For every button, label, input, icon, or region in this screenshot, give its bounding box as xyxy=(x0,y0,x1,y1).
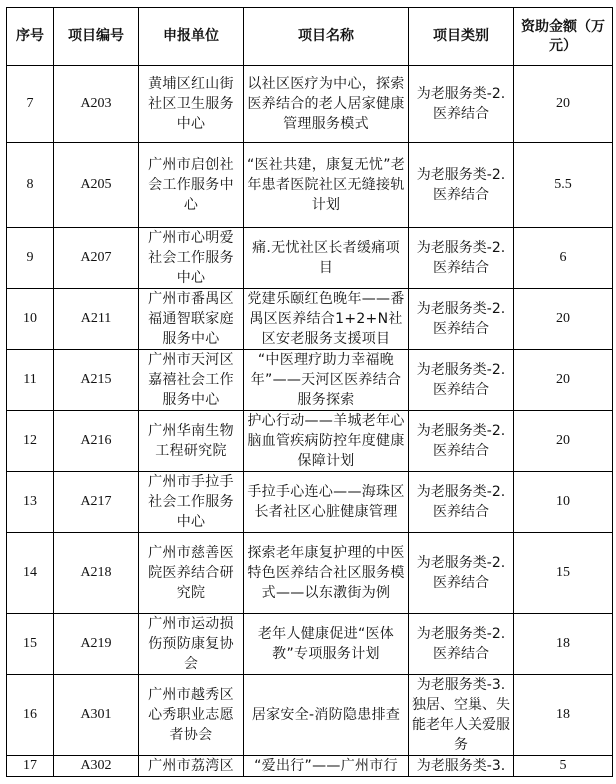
cell-applicant: 广州市天河区嘉禧社会工作服务中心 xyxy=(139,350,244,411)
cell-category: 为老服务类-2.医养结合 xyxy=(409,289,514,350)
cell-index: 7 xyxy=(7,66,54,143)
cell-index: 14 xyxy=(7,533,54,614)
cell-index: 13 xyxy=(7,472,54,533)
cell-applicant: 广州市越秀区心秀职业志愿者协会 xyxy=(139,675,244,756)
cell-applicant: 广州市番禺区福通智联家庭服务中心 xyxy=(139,289,244,350)
cell-code: A219 xyxy=(54,614,139,675)
cell-amount: 20 xyxy=(514,66,613,143)
cell-index: 11 xyxy=(7,350,54,411)
cell-amount: 18 xyxy=(514,614,613,675)
cell-name: 居家安全-消防隐患排查 xyxy=(244,675,409,756)
cell-index: 9 xyxy=(7,228,54,289)
cell-amount: 20 xyxy=(514,289,613,350)
cell-code: A207 xyxy=(54,228,139,289)
cell-index: 10 xyxy=(7,289,54,350)
cell-code: A205 xyxy=(54,143,139,228)
cell-index: 15 xyxy=(7,614,54,675)
table-row xyxy=(7,143,613,228)
header-amount: 资助金额（万元） xyxy=(514,8,613,66)
cell-name: 探索老年康复护理的中医特色医养结合社区服务模式——以东漖街为例 xyxy=(244,533,409,614)
header-applicant: 申报单位 xyxy=(139,8,244,66)
cell-amount: 10 xyxy=(514,472,613,533)
cell-applicant: 广州市手拉手社会工作服务中心 xyxy=(139,472,244,533)
cell-category: 为老服务类-2.医养结合 xyxy=(409,66,514,143)
cell-name: 党建乐颐红色晚年——番禺区医养结合1+2+N社区安老服务支援项目 xyxy=(244,289,409,350)
funding-table xyxy=(6,7,613,777)
cell-category: 为老服务类-3.独居、空巢、失能老年人关爱服务 xyxy=(409,675,514,756)
cell-category: 为老服务类-2.医养结合 xyxy=(409,411,514,472)
cell-applicant: 黄埔区红山街社区卫生服务中心 xyxy=(139,66,244,143)
cell-category: 为老服务类-2.医养结合 xyxy=(409,228,514,289)
cell-applicant: 广州市慈善医院医养结合研究院 xyxy=(139,533,244,614)
cell-index: 8 xyxy=(7,143,54,228)
cell-applicant: 广州市荔湾区 xyxy=(139,756,244,777)
cell-category: 为老服务类-3. xyxy=(409,756,514,777)
cell-applicant: 广州市运动损伤预防康复协会 xyxy=(139,614,244,675)
cell-index: 12 xyxy=(7,411,54,472)
cell-category: 为老服务类-2.医养结合 xyxy=(409,472,514,533)
header-index: 序号 xyxy=(7,8,54,66)
cell-amount: 18 xyxy=(514,675,613,756)
cell-amount: 15 xyxy=(514,533,613,614)
cell-amount: 20 xyxy=(514,411,613,472)
cell-name: 以社区医疗为中心，探索医养结合的老人居家健康管理服务模式 xyxy=(244,66,409,143)
cell-name: 护心行动——羊城老年心脑血管疾病防控年度健康保障计划 xyxy=(244,411,409,472)
table-row xyxy=(7,756,613,777)
cell-name: “爱出行”——广州市行 xyxy=(244,756,409,777)
table-row xyxy=(7,675,613,756)
cell-code: A302 xyxy=(54,756,139,777)
cell-index: 17 xyxy=(7,756,54,777)
cell-applicant: 广州市心明爱社会工作服务中心 xyxy=(139,228,244,289)
table-row xyxy=(7,350,613,411)
cell-category: 为老服务类-2.医养结合 xyxy=(409,143,514,228)
cell-amount: 6 xyxy=(514,228,613,289)
cell-category: 为老服务类-2.医养结合 xyxy=(409,533,514,614)
table-row xyxy=(7,472,613,533)
cell-name: 老年人健康促进“医体教”专项服务计划 xyxy=(244,614,409,675)
cell-category: 为老服务类-2.医养结合 xyxy=(409,614,514,675)
cell-name: “医社共建，康复无忧”老年患者医院社区无缝接轨计划 xyxy=(244,143,409,228)
cell-name: 痛.无忧社区长者缓痛项目 xyxy=(244,228,409,289)
cell-name: “中医理疗助力幸福晚年”——天河区医养结合服务探索 xyxy=(244,350,409,411)
header-code: 项目编号 xyxy=(54,8,139,66)
cell-applicant: 广州市启创社会工作服务中心 xyxy=(139,143,244,228)
cell-code: A218 xyxy=(54,533,139,614)
cell-amount: 5.5 xyxy=(514,143,613,228)
cell-code: A215 xyxy=(54,350,139,411)
table-row xyxy=(7,289,613,350)
table-row xyxy=(7,228,613,289)
cell-code: A216 xyxy=(54,411,139,472)
cell-code: A301 xyxy=(54,675,139,756)
cell-amount: 5 xyxy=(514,756,613,777)
table-row xyxy=(7,66,613,143)
cell-category: 为老服务类-2.医养结合 xyxy=(409,350,514,411)
cell-name: 手拉手心连心——海珠区长者社区心脏健康管理 xyxy=(244,472,409,533)
cell-applicant: 广州华南生物工程研究院 xyxy=(139,411,244,472)
table-row xyxy=(7,614,613,675)
cell-code: A211 xyxy=(54,289,139,350)
table-row xyxy=(7,411,613,472)
header-row xyxy=(7,8,613,66)
cell-code: A217 xyxy=(54,472,139,533)
header-category: 项目类别 xyxy=(409,8,514,66)
cell-index: 16 xyxy=(7,675,54,756)
table-row xyxy=(7,533,613,614)
cell-code: A203 xyxy=(54,66,139,143)
cell-amount: 20 xyxy=(514,350,613,411)
header-name: 项目名称 xyxy=(244,8,409,66)
